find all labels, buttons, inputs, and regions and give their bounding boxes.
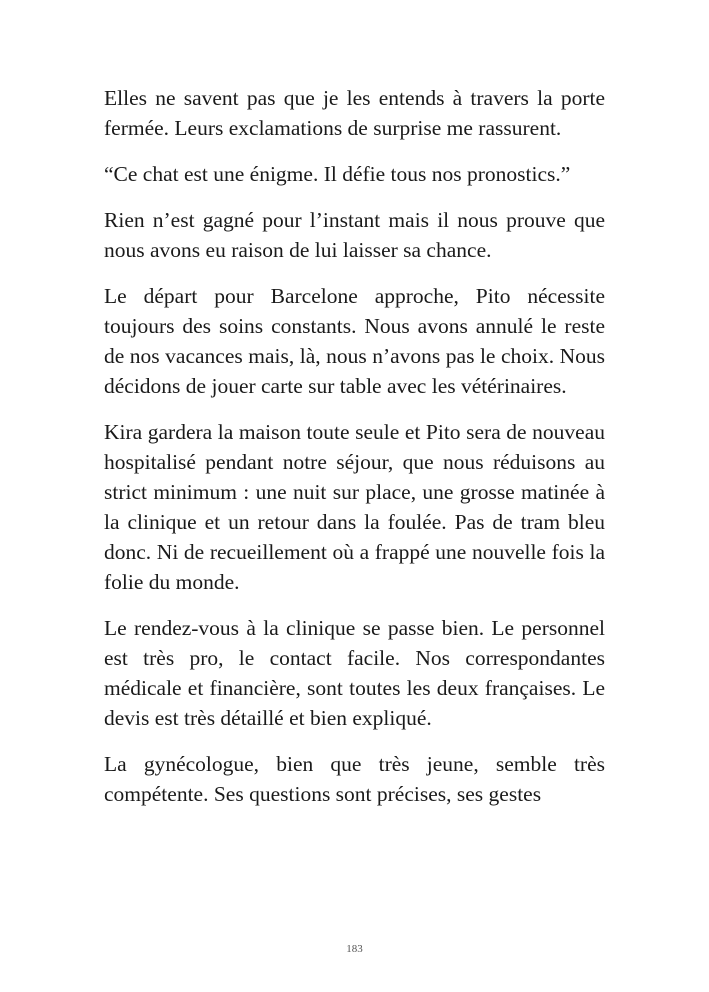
page-number: 183: [346, 943, 363, 955]
paragraph: “Ce chat est une énigme. Il défie tous nos pronostics.”: [104, 162, 571, 186]
paragraph: Elles ne savent pas que je les entends à travers la porte fermée. Leurs exclamations de surprise me rassurent.: [104, 86, 605, 140]
paragraph: Kira gardera la maison toute seule et Pito sera de nouveau hospitalisé pendant notre séjour, que nous réduisons au strict minimum : une nuit sur place, une grosse matinée à la clinique et un retour dans la foulée. Pas de tram bleu donc. Ni de recueillement où a frappé une nouvelle fois la folie du monde.: [104, 420, 605, 594]
paragraph: La gynécologue, bien que très jeune, semble très compétente. Ses questions sont précises, ses gestes: [104, 752, 605, 806]
paragraph: Le départ pour Barcelone approche, Pito nécessite toujours des soins constants. Nous avons annulé le reste de nos vacances mais, là, nous n’avons pas le choix. Nous décidons de jouer carte sur table avec les vétérinaires.: [104, 284, 605, 398]
paragraph: Le rendez-vous à la clinique se passe bien. Le personnel est très pro, le contact facile. Nos correspondantes médicale et financière, sont toutes les deux françaises. Le devis est très détaillé et bien expliqué.: [104, 616, 605, 730]
body-text: [104, 83, 605, 825]
paragraph: Rien n’est gagné pour l’instant mais il nous prouve que nous avons eu raison de lui laisser sa chance.: [104, 208, 605, 262]
